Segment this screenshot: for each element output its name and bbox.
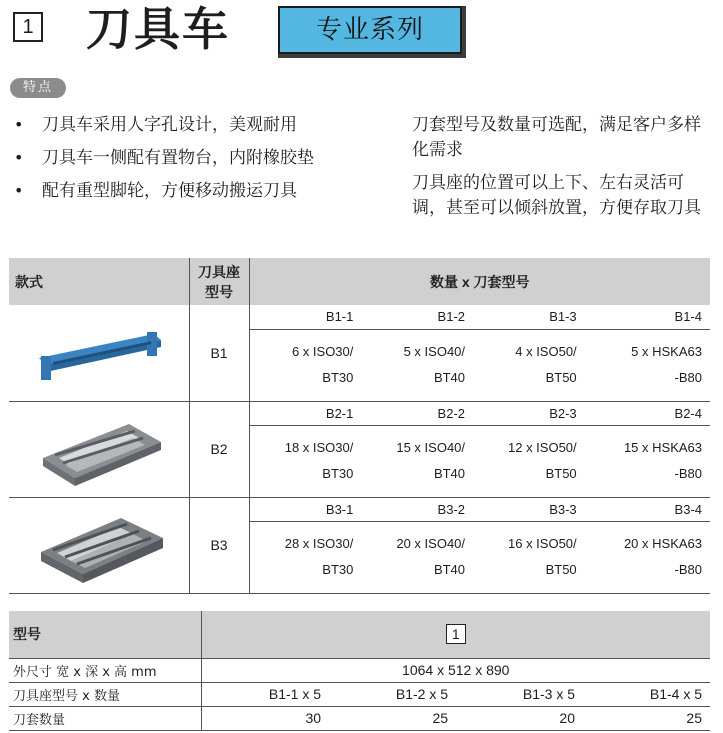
table-row bbox=[9, 401, 710, 425]
series-badge-label: 专业系列 bbox=[278, 6, 462, 54]
table-cell: 28 x ISO30/ BT30 bbox=[249, 521, 361, 593]
spec-model-cell bbox=[201, 611, 710, 658]
table-row bbox=[9, 706, 710, 730]
table-cell: 20 x ISO40/ BT40 bbox=[361, 521, 473, 593]
table-cell: B1-4 x 5 bbox=[583, 682, 710, 706]
table-cell: 20 x HSKA63 -B80 bbox=[585, 521, 710, 593]
column-header-holder bbox=[189, 258, 249, 305]
spec-holder-qty-label: 刀具座型号 x 数量 bbox=[9, 682, 201, 706]
title-number-box: 1 bbox=[13, 12, 43, 42]
table-cell: 15 x ISO40/ BT40 bbox=[361, 425, 473, 497]
holder-header-line2: 型号 bbox=[205, 283, 233, 300]
table-cell: B2-2 bbox=[361, 401, 473, 425]
column-header-qty: 数量 x 刀套型号 bbox=[249, 258, 710, 305]
tool-holder-b3-image bbox=[29, 504, 169, 584]
table-cell: 5 x ISO40/ BT40 bbox=[361, 329, 473, 401]
feature-tag: 特点 bbox=[10, 78, 66, 98]
list-item bbox=[14, 179, 394, 203]
table-cell: 25 bbox=[329, 706, 456, 730]
spec-dims-value: 1064 x 512 x 890 bbox=[201, 658, 710, 682]
feature-description bbox=[412, 113, 712, 229]
feature-text: 刀具车一侧配有置物台，内附橡胶垫 bbox=[42, 148, 314, 168]
table-cell: 30 bbox=[201, 706, 329, 730]
table-cell: B3-2 bbox=[361, 497, 473, 521]
bullet-icon: • bbox=[14, 115, 24, 134]
table-cell: 12 x ISO50/ BT50 bbox=[473, 425, 585, 497]
table-header-row bbox=[9, 258, 710, 305]
feature-list bbox=[14, 113, 394, 212]
holder-model: B3 bbox=[189, 497, 249, 593]
tool-holder-b2-image bbox=[29, 408, 169, 488]
bullet-icon: • bbox=[14, 181, 24, 200]
column-header-style: 款式 bbox=[9, 258, 189, 305]
table-cell: B1-3 bbox=[473, 305, 585, 329]
table-cell: 16 x ISO50/ BT50 bbox=[473, 521, 585, 593]
table-cell: B1-1 bbox=[249, 305, 361, 329]
product-image-cell bbox=[9, 401, 189, 497]
spec-table bbox=[9, 611, 710, 731]
holder-table bbox=[9, 258, 710, 594]
series-badge bbox=[278, 6, 466, 58]
holder-model: B2 bbox=[189, 401, 249, 497]
table-cell: B2-3 bbox=[473, 401, 585, 425]
feature-paragraph: 刀套型号及数量可选配，满足客户多样化需求 bbox=[412, 115, 701, 160]
list-item bbox=[14, 113, 394, 137]
table-cell: B2-4 bbox=[585, 401, 710, 425]
spec-model-box: 1 bbox=[446, 624, 466, 644]
table-cell: 5 x HSKA63 -B80 bbox=[585, 329, 710, 401]
feature-paragraph: 刀具座的位置可以上下、左右灵活可调，甚至可以倾斜放置，方便存取刀具 bbox=[412, 173, 701, 218]
holder-header-line1: 刀具座 bbox=[198, 263, 240, 280]
bullet-icon: • bbox=[14, 148, 24, 167]
table-cell: B2-1 bbox=[249, 401, 361, 425]
list-item bbox=[14, 146, 394, 170]
feature-text: 刀具车采用人字孔设计，美观耐用 bbox=[42, 115, 297, 135]
spec-dims-label: 外尺寸 宽 x 深 x 高 mm bbox=[9, 658, 201, 682]
table-cell: 15 x HSKA63 -B80 bbox=[585, 425, 710, 497]
feature-text: 配有重型脚轮，方便移动搬运刀具 bbox=[42, 181, 297, 201]
table-row bbox=[9, 497, 710, 521]
table-cell: 6 x ISO30/ BT30 bbox=[249, 329, 361, 401]
spec-model-label: 型号 bbox=[9, 611, 201, 658]
table-row bbox=[9, 305, 710, 329]
product-image-cell bbox=[9, 305, 189, 401]
table-cell: 18 x ISO30/ BT30 bbox=[249, 425, 361, 497]
table-row bbox=[9, 682, 710, 706]
table-cell: 25 bbox=[583, 706, 710, 730]
tool-holder-b1-image bbox=[29, 316, 169, 386]
table-cell: B3-3 bbox=[473, 497, 585, 521]
spec-header-row bbox=[9, 611, 710, 658]
spec-sleeve-label: 刀套数量 bbox=[9, 706, 201, 730]
table-cell: B1-4 bbox=[585, 305, 710, 329]
table-cell: B3-4 bbox=[585, 497, 710, 521]
holder-model: B1 bbox=[189, 305, 249, 401]
table-cell: 4 x ISO50/ BT50 bbox=[473, 329, 585, 401]
table-cell: B1-2 x 5 bbox=[329, 682, 456, 706]
table-cell: B1-3 x 5 bbox=[456, 682, 583, 706]
table-row bbox=[9, 658, 710, 682]
table-cell: B1-1 x 5 bbox=[201, 682, 329, 706]
page-title: 刀具车 bbox=[86, 2, 230, 56]
table-cell: B1-2 bbox=[361, 305, 473, 329]
product-image-cell bbox=[9, 497, 189, 593]
table-cell: 20 bbox=[456, 706, 583, 730]
table-cell: B3-1 bbox=[249, 497, 361, 521]
